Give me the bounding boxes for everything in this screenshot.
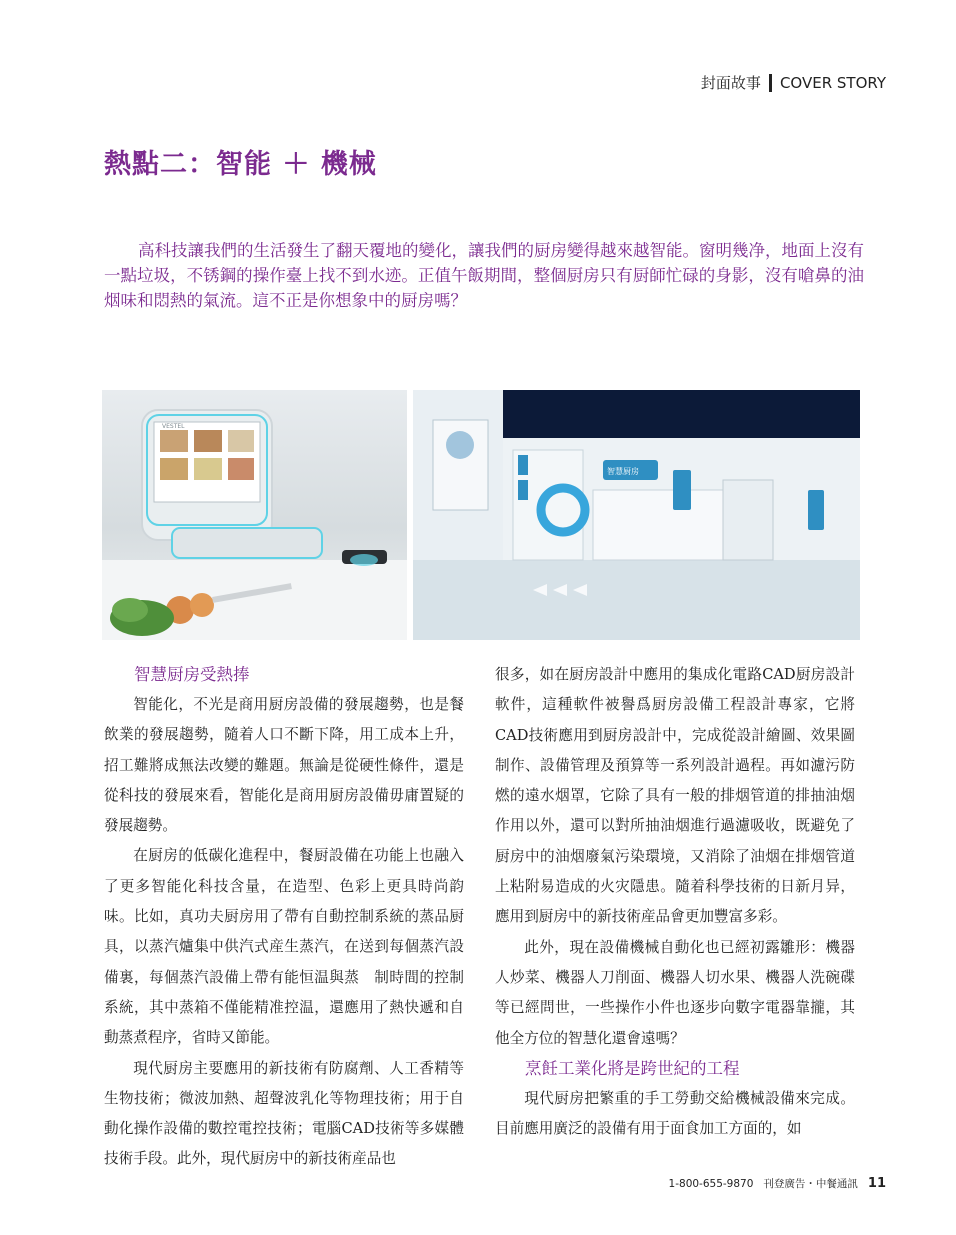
subheading-industrialization: 烹飪工業化將是跨世紀的工程 xyxy=(525,1058,740,1078)
wall-label: 智慧厨房 xyxy=(607,467,639,476)
smart-kitchen-photo xyxy=(102,390,407,640)
page-footer xyxy=(669,1176,886,1191)
body-paragraph: 現代厨房主要應用的新技術有防腐劑、人工香精等生物技術；微波加熱、超聲波乳化等物理技術；用于自動化操作設備的數控電控技術；電腦CAD技術等多媒體技術手段。此外，現代厨房中的新技術産品也 xyxy=(104,1059,464,1168)
body-paragraph: 現代厨房把繁重的手工勞動交給機械設備來完成。目前應用廣泛的設備有用于面食加工方面的，如 xyxy=(495,1089,855,1138)
subheading-smart-kitchen: 智慧厨房受熱捧 xyxy=(134,665,250,684)
right-column xyxy=(495,660,855,1144)
header-divider xyxy=(769,74,772,92)
footer-publication: 刊登廣告・中餐通訊 xyxy=(763,1178,858,1190)
concept-kitchen-photo xyxy=(413,390,860,640)
left-column xyxy=(104,660,464,1175)
intro-text: 高科技讓我們的生活發生了翻天覆地的變化，讓我們的厨房變得越來越智能。窗明幾净，地面上沒有一點垃圾，不锈鋼的操作臺上找不到水迹。正值午飯期間，整個厨房只有厨師忙碌的身影，沒有嗆鼻的油烟味和悶熱的氣流。這不正是你想象中的厨房嗎？ xyxy=(104,241,864,310)
page-number: 11 xyxy=(867,1176,886,1191)
body-paragraph: 智能化，不光是商用厨房設備的發展趨勢，也是餐飲業的發展趨勢，隨着人口不斷下降，用工成本上升，招工難將成無法改變的難題。無論是從硬性條件，還是從科技的發展來看，智能化是商用厨房設備毋庸置疑的發展趨勢。 xyxy=(104,696,464,835)
body-paragraph: 在厨房的低碳化進程中，餐厨設備在功能上也融入了更多智能化科技含量，在造型、色彩上更具時尚韵味。比如，真功夫厨房用了帶有自動控制系統的蒸品厨具，以蒸汽爐集中供汽式産生蒸汽，在送到每個蒸汽設備裏，每個蒸汽設備上帶有能恒温與蒸 制時間的控制系統，其中蒸箱不僅能精准控温，還應用了熱快遞和自動蒸煮程序，省時又節能。 xyxy=(104,847,464,1047)
body-paragraph: 很多，如在厨房設計中應用的集成化電路CAD厨房設計軟件，這種軟件被譽爲厨房設備工程設計專家，它將CAD技術應用到厨房設計中，完成從設計繪圖、效果圖制作、設備管理及預算等一系列設計過程。再如濾污防燃的遠水烟罩，它除了具有一般的排烟管道的排抽油烟作用以外，還可以對所抽油烟進行過濾吸收，既避免了厨房中的油烟廢氣污染環境，又消除了油烟在排烟管道上粘附易造成的火灾隱患。隨着科學技術的日新月异，應用到厨房中的新技術産品會更加豐富多彩。 xyxy=(495,666,855,926)
section-label-en: COVER STORY xyxy=(779,73,886,92)
body-paragraph: 此外，現在設備機械自動化也已經初露雛形：機器人炒菜、機器人刀削面、機器人切水果、機器人洗碗碟等已經問世，一些操作小件也逐步向數字電器靠攏，其他全方位的智慧化還會遠嗎？ xyxy=(495,938,855,1047)
footer-phone: 1-800-655-9870 xyxy=(668,1178,754,1190)
running-header xyxy=(701,72,886,93)
smart-kitchen-illustration xyxy=(102,390,407,640)
article-title: 熱點二：智能 ＋ 機械 xyxy=(104,149,377,180)
concept-kitchen-illustration xyxy=(413,390,860,640)
section-label-cn: 封面故事 xyxy=(700,74,761,92)
screen-brand: VESTEL xyxy=(162,423,185,430)
intro-paragraph xyxy=(104,238,864,313)
photo-strip xyxy=(102,390,860,640)
